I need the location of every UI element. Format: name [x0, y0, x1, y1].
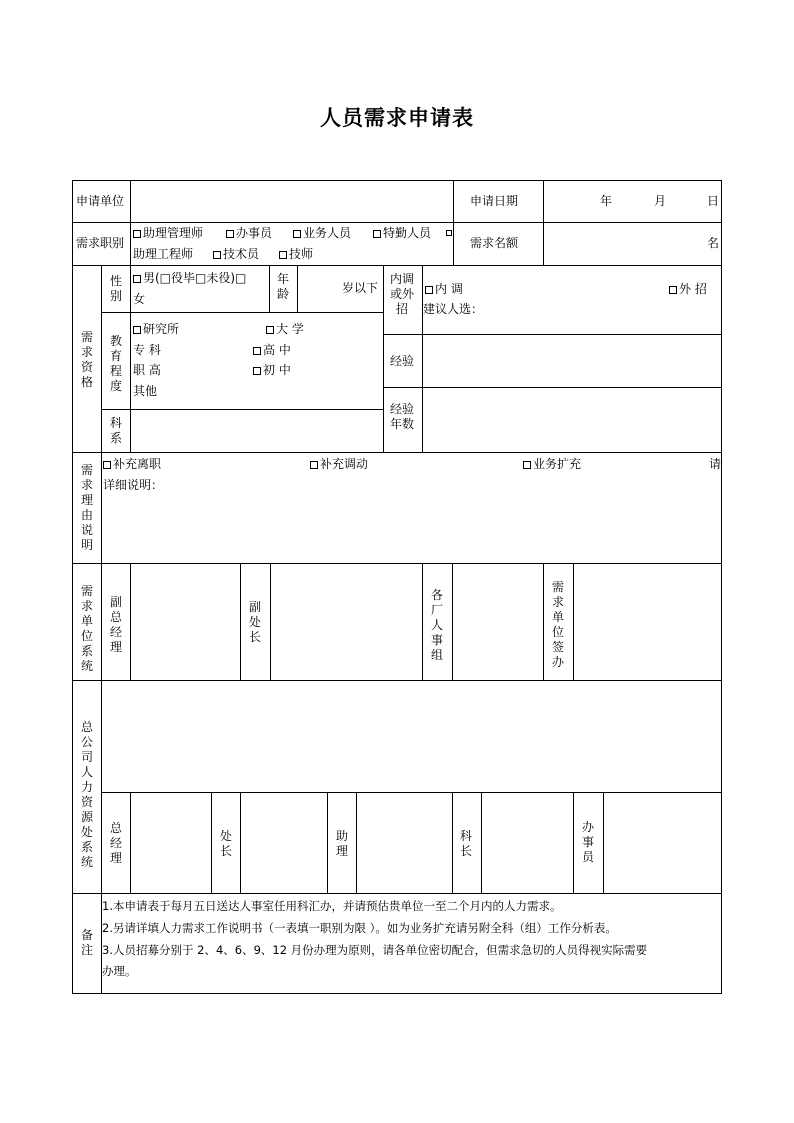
- section-chief-label: 科长: [459, 829, 472, 858]
- checkbox-icon[interactable]: [266, 326, 274, 334]
- checkbox-icon[interactable]: [213, 251, 221, 259]
- checkbox-icon[interactable]: [253, 367, 261, 375]
- checkbox-icon[interactable]: [310, 461, 318, 469]
- checkbox-icon[interactable]: [133, 326, 141, 334]
- checkbox-icon[interactable]: [279, 251, 287, 259]
- gender-options[interactable]: 男(□役毕□未役)□: [133, 270, 246, 286]
- position-option-clerk[interactable]: 办事员: [226, 225, 272, 241]
- age-value: 岁以下: [342, 281, 379, 295]
- gender-label: 性别: [109, 274, 122, 303]
- quota-unit: 名: [707, 236, 720, 250]
- age-label: 年龄: [276, 272, 289, 301]
- experience-years-label: 经验年数: [389, 402, 414, 431]
- edu-college: 专 科: [133, 343, 161, 357]
- reason-expansion[interactable]: 业务扩充: [523, 456, 581, 472]
- assistant-label: 助理: [335, 829, 348, 858]
- date-day-label: 日: [707, 194, 720, 208]
- source-external[interactable]: 外 招: [669, 281, 707, 297]
- qualification-section-label: 需求资格: [80, 330, 93, 389]
- checkbox-icon[interactable]: [253, 347, 261, 355]
- application-date-label: 申请日期: [470, 194, 519, 208]
- edu-vocational: 职 高: [133, 363, 161, 377]
- dept-system-section-label: 需求单位系统: [80, 584, 93, 673]
- page-title: 人员需求申请表: [320, 106, 474, 130]
- position-option-assistant-manager[interactable]: 助理管理师: [133, 225, 203, 241]
- reason-transfer[interactable]: 补充调动: [310, 456, 368, 472]
- checkbox-icon[interactable]: [523, 461, 531, 469]
- checkbox-icon[interactable]: [226, 230, 234, 238]
- note-line-1: 1.本申请表于每月五日送达人事室任用科汇办，并请预估贵单位一至二个月内的人力需求。: [102, 899, 562, 913]
- date-month-label: 月: [654, 194, 667, 208]
- clerk-label: 办事员: [581, 820, 594, 864]
- notes-label: 备注: [80, 928, 93, 957]
- suggested-candidate-label: 建议人选：: [423, 302, 484, 316]
- checkbox-icon[interactable]: [103, 461, 111, 469]
- position-option-technician[interactable]: 技术员: [213, 246, 259, 262]
- dept-signoff-label: 需求单位签办: [551, 580, 564, 669]
- note-line-2: 2.另请详填人力需求工作说明书（一表填一职别为限 ）。如为业务扩充请另附全科（组）工作分析表。: [102, 921, 617, 935]
- position-option-technologist[interactable]: 技师: [279, 246, 313, 262]
- quota-label: 需求名额: [470, 236, 519, 250]
- education-label: 教育程度: [109, 334, 122, 393]
- position-option-special[interactable]: 特勤人员: [373, 225, 431, 241]
- checkbox-icon[interactable]: [293, 230, 301, 238]
- position-option-sales[interactable]: 业务人员: [293, 225, 351, 241]
- deputy-director-label: 副处长: [248, 600, 261, 644]
- reason-resignation[interactable]: 补充离职: [103, 456, 161, 472]
- checkbox-icon[interactable]: [669, 286, 677, 294]
- checkbox-icon[interactable]: [425, 286, 433, 294]
- source-internal[interactable]: 内 调: [425, 281, 463, 297]
- gm-label: 总经理: [109, 821, 122, 865]
- edu-institute[interactable]: 研究所: [133, 321, 179, 337]
- hr-system-section-label: 总公司人力资源处系统: [80, 720, 93, 869]
- experience-label: 经验: [390, 354, 415, 368]
- source-label: 内调或外招: [389, 272, 414, 316]
- position-label: 需求职别: [76, 236, 125, 250]
- reason-please: 请: [709, 457, 722, 471]
- reason-section-label: 需求理由说明: [80, 463, 93, 552]
- director-label: 处长: [219, 829, 232, 858]
- major-label: 科系: [109, 416, 122, 445]
- deputy-gm-label: 副总经理: [109, 595, 122, 654]
- gender-female: 女: [133, 292, 146, 306]
- date-year-label: 年: [600, 194, 613, 208]
- note-line-4: 办理。: [102, 964, 137, 978]
- edu-university[interactable]: 大 学: [266, 321, 304, 337]
- applicant-unit-label: 申请单位: [76, 194, 125, 208]
- position-option-assistant-engineer[interactable]: 助理工程师: [133, 247, 194, 261]
- checkbox-icon[interactable]: [133, 230, 141, 238]
- edu-other: 其他: [133, 384, 158, 398]
- applicant-unit-field[interactable]: [134, 184, 450, 220]
- checkbox-icon[interactable]: [133, 275, 141, 283]
- note-line-3: 3.人员招募分别于 2、4、6、9、12 月份办理为原则，请各单位密切配合，但需求急切的人员得视实际需要: [102, 943, 648, 957]
- reason-detail-label: 详细说明：: [103, 478, 164, 492]
- factory-hr-label: 各厂人事组: [430, 588, 443, 662]
- edu-junior[interactable]: 初 中: [253, 362, 291, 378]
- edu-high-school[interactable]: 高 中: [253, 342, 291, 358]
- checkbox-icon[interactable]: [446, 230, 452, 236]
- checkbox-icon[interactable]: [373, 230, 381, 238]
